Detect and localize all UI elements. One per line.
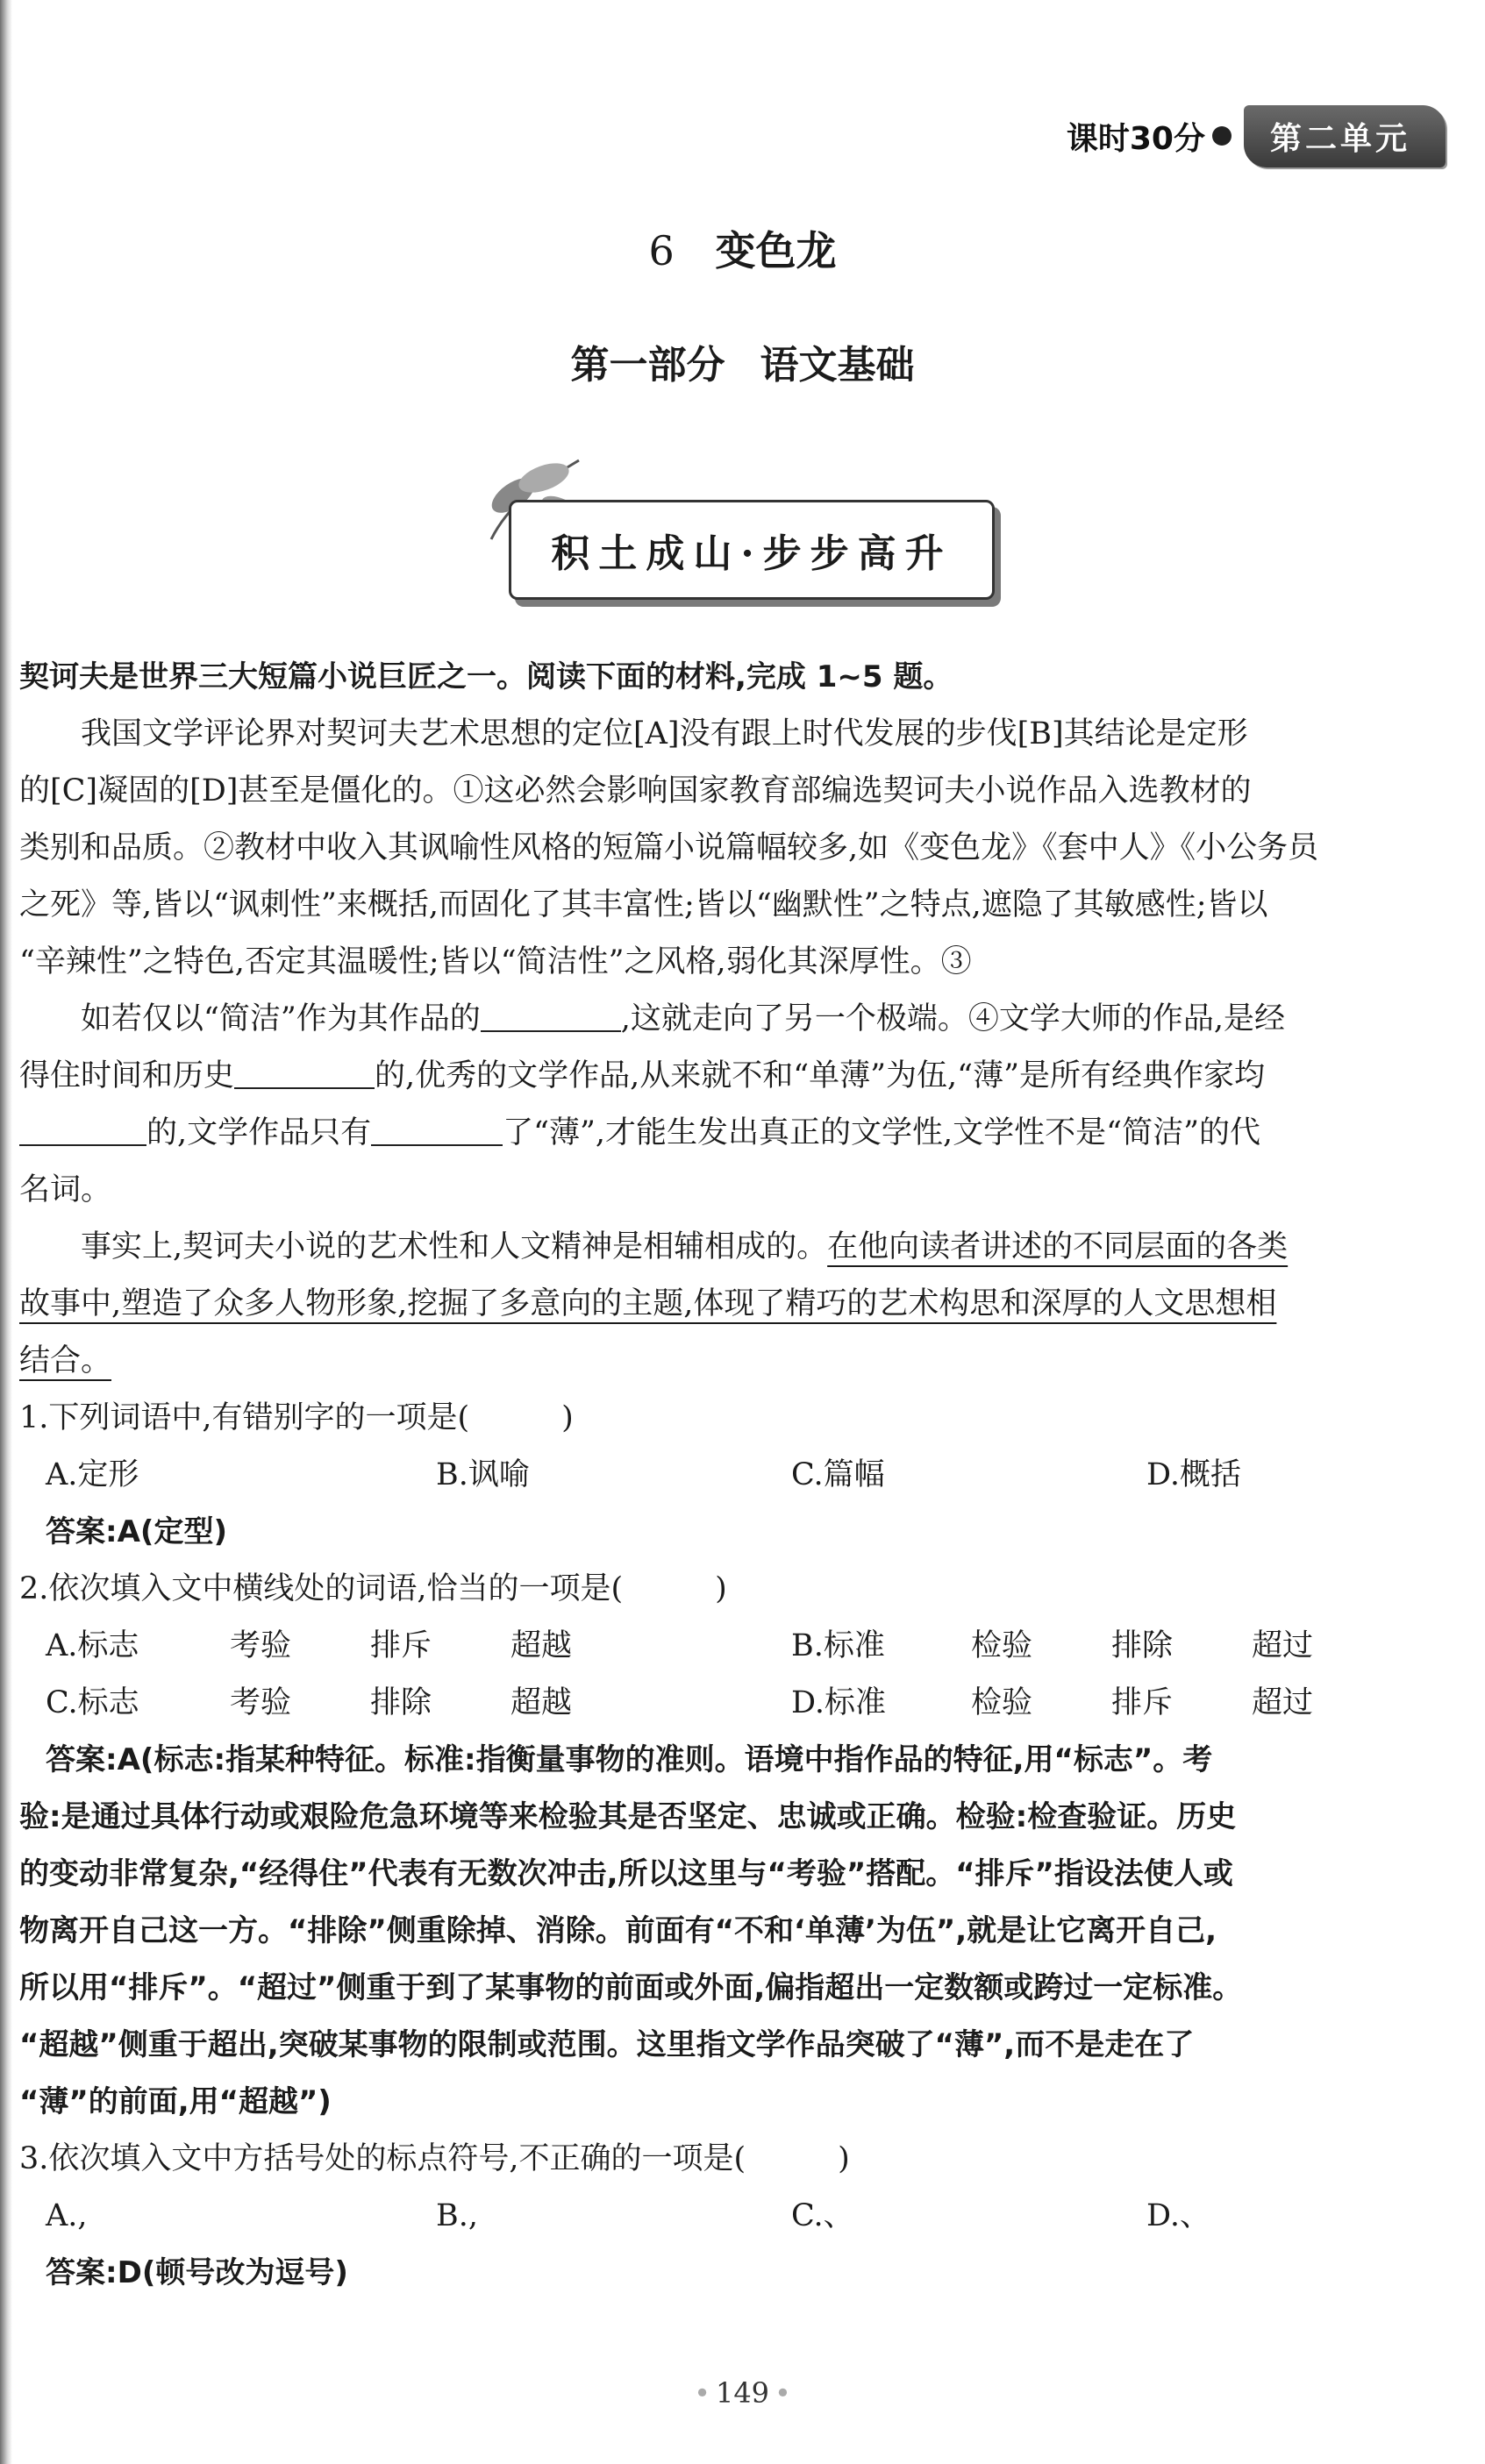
passage-line: “辛辣性”之特色,否定其温暖性;皆以“简洁性”之风格,弱化其深厚性。③ — [19, 944, 972, 979]
passage-line: 的,文学作品只有 了“薄”,才能生发出真正的文学性,文学性不是“简洁”的代 — [19, 1105, 1467, 1162]
question-2-answer: 验:是通过具体行动或艰险危急环境等来检验其是否坚定、忠诚或正确。检验:检查验证。历史 — [19, 1799, 1237, 1834]
question-2-answer: 所以用“排斥”。“超过”侧重于到了某事物的前面或外面,偏指超出一定数额或跨过一定标准。 — [19, 1970, 1243, 2005]
option-d[interactable]: D.、 — [1146, 2198, 1210, 2233]
question-2-answer: “超越”侧重于超出,突破某事物的限制或范围。这里指文学作品突破了“薄”,而不是走在了 — [19, 2027, 1195, 2062]
unit-badge: 第二单元 — [1244, 105, 1446, 167]
question-3-answer: 答案:D(顿号改为逗号) — [46, 2255, 348, 2290]
option-c[interactable]: C.标志 — [46, 1685, 139, 1720]
header-label: 课时30分 — [1066, 120, 1205, 157]
page-number: • 149 • — [0, 2376, 1485, 2410]
passage-line: 之死》等,皆以“讽刺性”来概括,而固化了其丰富性;皆以“幽默性”之特点,遮隐了其敏感性;皆以 — [19, 887, 1268, 922]
lesson-number: 6 — [648, 227, 675, 274]
question-1-options — [19, 1447, 1467, 1504]
underlined-sentence: 故事中,塑造了众多人物形象,挖掘了多意向的主题,体现了精巧的艺术构思和深厚的人文思想相 — [19, 1286, 1277, 1321]
page-header — [1067, 101, 1446, 171]
underlined-sentence: 在他向读者讲述的不同层面的各类 — [827, 1229, 1289, 1264]
option-b[interactable]: B., — [436, 2198, 478, 2233]
question-2-stem: 2.依次填入文中横线处的词语,恰当的一项是( ) — [19, 1571, 727, 1606]
bullet-dot-icon — [1212, 126, 1232, 146]
lesson-name: 变色龙 — [715, 227, 837, 274]
fill-blank — [19, 1116, 146, 1146]
question-2-answer: “薄”的前面,用“超越”) — [19, 2084, 332, 2119]
option-c[interactable]: C.篇幅 — [791, 1457, 885, 1492]
passage-line: 得住时间和历史 的,优秀的文学作品,从来就不和“单薄”为伍,“薄”是所有经典作家均 — [19, 1058, 1265, 1093]
question-2-options-row: A.标志 考验 排斥 超越 B.标准 检验 排除 超过 — [19, 1618, 1467, 1675]
reading-intro: 契诃夫是世界三大短篇小说巨匠之一。阅读下面的材料,完成 1~5 题。 — [19, 659, 953, 694]
passage-line: 名词。 — [19, 1172, 112, 1207]
part-title-b: 语文基础 — [760, 343, 915, 388]
question-2-answer: 答案:A(标志:指某种特征。标准:指衡量事物的准则。语境中指作品的特征,用“标志”。考 — [46, 1742, 1213, 1777]
question-2-answer: 物离开自己这一方。“排除”侧重除掉、消除。前面有“不和‘单薄’为伍”,就是让它离开自己, — [19, 1913, 1217, 1948]
question-3-stem: 3.依次填入文中方括号处的标点符号,不正确的一项是( ) — [19, 2141, 850, 2176]
question-2-answer: 的变动非常复杂,“经得住”代表有无数次冲击,所以这里与“考验”搭配。“排斥”指设法使人或 — [19, 1856, 1233, 1891]
page-body — [19, 649, 1467, 2302]
passage-line: 我国文学评论界对契诃夫艺术思想的定位[A]没有跟上时代发展的步伐[B]其结论是定形 — [81, 716, 1248, 751]
option-d[interactable]: D.概括 — [1146, 1457, 1241, 1492]
underlined-sentence: 结合。 — [19, 1343, 112, 1378]
passage-line: 如若仅以“简洁”作为其作品的 ,这就走向了另一个极端。④文学大师的作品,是经 — [81, 1001, 1286, 1036]
option-d[interactable]: D.标准 — [791, 1685, 886, 1720]
option-a[interactable]: A.定形 — [46, 1457, 139, 1492]
lesson-title — [0, 219, 1485, 277]
question-2-options-row: C.标志 考验 排除 超越 D.标准 检验 排斥 超过 — [19, 1675, 1467, 1732]
passage-line: 事实上,契诃夫小说的艺术性和人文精神是相辅相成的。在他向读者讲述的不同层面的各类 — [81, 1229, 1289, 1264]
question-1-stem: 1.下列词语中,有错别字的一项是( ) — [19, 1400, 574, 1435]
part-title-a: 第一部分 — [570, 343, 725, 388]
option-a[interactable]: A.标志 — [46, 1628, 139, 1663]
passage-line: 类别和品质。②教材中收入其讽喻性风格的短篇小说篇幅较多,如《变色龙》《套中人》《小公务员 — [19, 830, 1319, 865]
option-a[interactable]: A., — [46, 2198, 88, 2233]
fill-blank — [481, 1002, 621, 1032]
passage-line: 的[C]凝固的[D]甚至是僵化的。①这必然会影响国家教育部编选契诃夫小说作品入选教材的 — [19, 773, 1252, 808]
section-banner — [509, 500, 995, 600]
banner-text: 积土成山·步步高升 — [551, 531, 953, 576]
question-3-options — [19, 2188, 1467, 2245]
fill-blank — [371, 1116, 503, 1146]
fill-blank — [234, 1059, 375, 1089]
option-b[interactable]: B.讽喻 — [436, 1457, 530, 1492]
question-1-answer: 答案:A(定型) — [46, 1514, 227, 1549]
option-c[interactable]: C.、 — [791, 2198, 854, 2233]
part-title — [0, 333, 1485, 389]
option-b[interactable]: B.标准 — [791, 1628, 885, 1663]
